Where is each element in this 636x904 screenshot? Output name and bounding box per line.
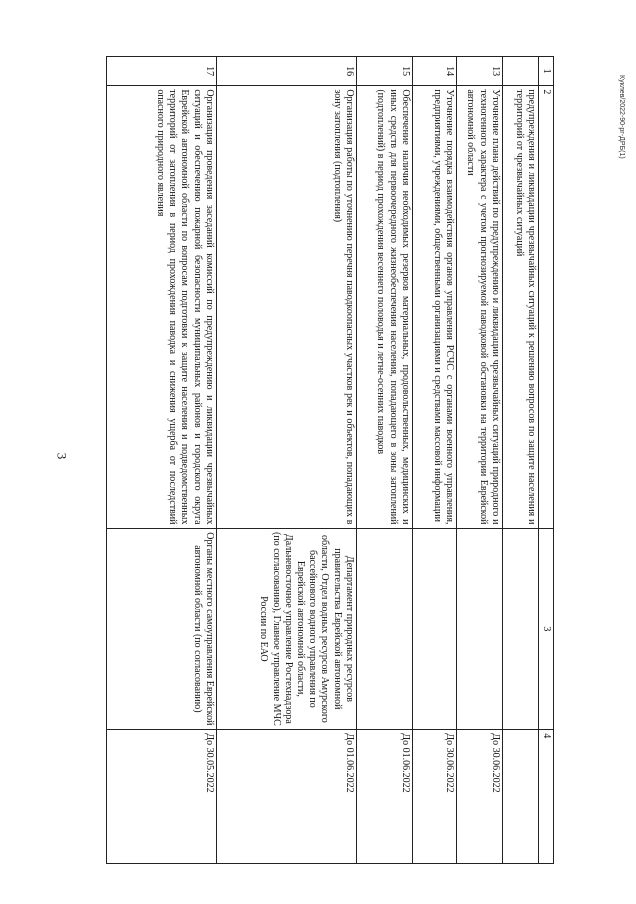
header-col-4: 4	[538, 730, 553, 864]
row-number: 13	[456, 57, 502, 86]
row-number	[502, 57, 538, 86]
row-responsible	[356, 528, 412, 730]
rotated-table-container	[108, 56, 554, 864]
document-stamp: Куклев/2022-90-рг-ДРБ(1)	[618, 75, 625, 159]
measures-table	[106, 56, 554, 864]
table-row	[216, 57, 356, 864]
row-number: 15	[356, 57, 412, 86]
table-row	[412, 57, 456, 864]
row-measure: Организация работы по уточнению перечня паводкоопасных участков рек и объектов, попадающих в зону затопления (подтопления)	[216, 86, 356, 528]
row-measure: Организация проведения заседаний комиссий по предупреждению и ликвидации чрезвычайных ситуаций и обеспечению пожарной безопасности муниципальных районов и городского округа Еврейской автономной области по вопросам подготовки к защите населения и подведомственных территорий от затопления в период прохождения паводка и снижения ущерба от последствий опасного природного явления	[106, 86, 216, 528]
row-deadline: До 30.05.2022	[106, 730, 216, 864]
row-responsible: Департамент природных ресурсов правительства Еврейской автономной области, Отдел водных ресурсов Амурского бассейнового водного управления по Еврейской автономной области, Дальневосточное управление Ростехнадзора (по согласованию), Главное управление МЧС России по ЕАО	[216, 528, 356, 730]
row-measure: Уточнение плана действий по предупреждению и ликвидации чрезвычайных ситуаций природного и техногенного характера с учетом прогнозируемой паводковой обстановки на территории Еврейской автономной области	[456, 86, 502, 528]
row-deadline: До 30.06.2022	[456, 730, 502, 864]
row-deadline: До 30.06.2022	[412, 730, 456, 864]
row-measure: Уточнение порядка взаимодействия органов управления РСЧС с органами военного управления, предприятиями, учреждениями, общественными организациями и средствами массовой информации	[412, 86, 456, 528]
header-col-1: 1	[538, 57, 553, 86]
table-row	[356, 57, 412, 864]
row-responsible	[502, 528, 538, 730]
row-responsible	[456, 528, 502, 730]
row-responsible: Органы местного самоуправления Еврейской автономной области (по согласованию)	[106, 528, 216, 730]
table-header-row	[538, 57, 553, 864]
header-col-2: 2	[538, 86, 553, 528]
row-deadline	[502, 730, 538, 864]
row-responsible	[412, 528, 456, 730]
row-number: 17	[106, 57, 216, 86]
row-measure: Обеспечение наличия необходимых резервов материальных, продовольственных, медицинских и иных средств для первоочередного жизнеобеспечения населения, попадающего в зоны затоплений (подтоплений) в период прохождения весеннего половодья и летне-осенних паводков	[356, 86, 412, 528]
page-number: 3	[54, 452, 70, 460]
table-row	[456, 57, 502, 864]
row-number: 14	[412, 57, 456, 86]
table-row	[106, 57, 216, 864]
table-row	[502, 57, 538, 864]
header-col-3: 3	[538, 528, 553, 730]
row-measure: предупреждения и ликвидации чрезвычайных ситуаций к решению вопросов по защите населения и территорий от чрезвычайных ситуаций	[502, 86, 538, 528]
row-deadline: До 01.06.2022	[356, 730, 412, 864]
row-number: 16	[216, 57, 356, 86]
row-deadline: До 01.06.2022	[216, 730, 356, 864]
